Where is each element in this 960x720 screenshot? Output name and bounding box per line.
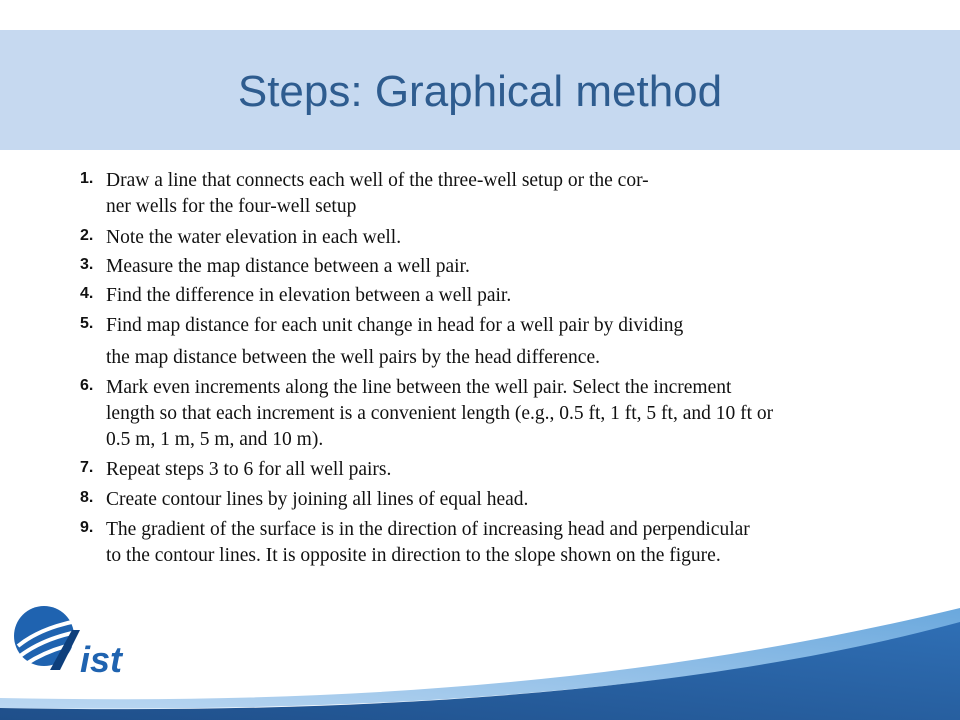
- step-text: Create contour lines by joining all lines of equal head.: [106, 489, 529, 510]
- step-text: Draw a line that connects each well of the three-well setup or the cor-: [106, 170, 649, 191]
- step-item: [72, 313, 912, 371]
- institute-logo: [10, 600, 150, 684]
- step-text: Mark even increments along the line between the well pair. Select the increment: [106, 377, 732, 398]
- step-text: ner wells for the four-well setup: [106, 196, 357, 217]
- step-text: to the contour lines. It is opposite in direction to the slope shown on the figure.: [106, 545, 721, 566]
- step-number: 8.: [80, 489, 94, 506]
- step-number: 2.: [80, 227, 94, 244]
- step-number: 1.: [80, 170, 94, 187]
- steps-list: [72, 168, 912, 569]
- step-text: Find the difference in elevation between a well pair.: [106, 285, 512, 306]
- slide-title: Steps: Graphical method: [237, 67, 723, 116]
- step-item: [72, 254, 912, 280]
- step-item: [72, 457, 912, 483]
- step-text: length so that each increment is a convenient length (e.g., 0.5 ft, 1 ft, 5 ft, and 10 ft or: [106, 403, 774, 424]
- step-text: Measure the map distance between a well pair.: [106, 256, 470, 277]
- step-number: 7.: [80, 459, 94, 476]
- step-item: [72, 225, 912, 251]
- title-band: [0, 30, 960, 150]
- step-text: Note the water elevation in each well.: [106, 227, 402, 248]
- step-number: 5.: [80, 315, 94, 332]
- step-number: 3.: [80, 256, 94, 273]
- step-number: 9.: [80, 519, 94, 536]
- step-number: 6.: [80, 377, 94, 394]
- step-number: 4.: [80, 285, 94, 302]
- step-text: 0.5 m, 1 m, 5 m, and 10 m).: [106, 429, 324, 450]
- step-text: The gradient of the surface is in the direction of increasing head and perpendicular: [106, 519, 750, 540]
- step-text: Repeat steps 3 to 6 for all well pairs.: [106, 459, 392, 480]
- step-item: [72, 283, 912, 309]
- step-item: [72, 375, 912, 453]
- logo-text: ist: [80, 639, 123, 680]
- step-item: [72, 487, 912, 513]
- step-item: [72, 517, 912, 569]
- step-text: Find map distance for each unit change in head for a well pair by dividing: [106, 315, 684, 336]
- step-text: the map distance between the well pairs by the head difference.: [106, 347, 600, 368]
- step-item: [72, 168, 912, 220]
